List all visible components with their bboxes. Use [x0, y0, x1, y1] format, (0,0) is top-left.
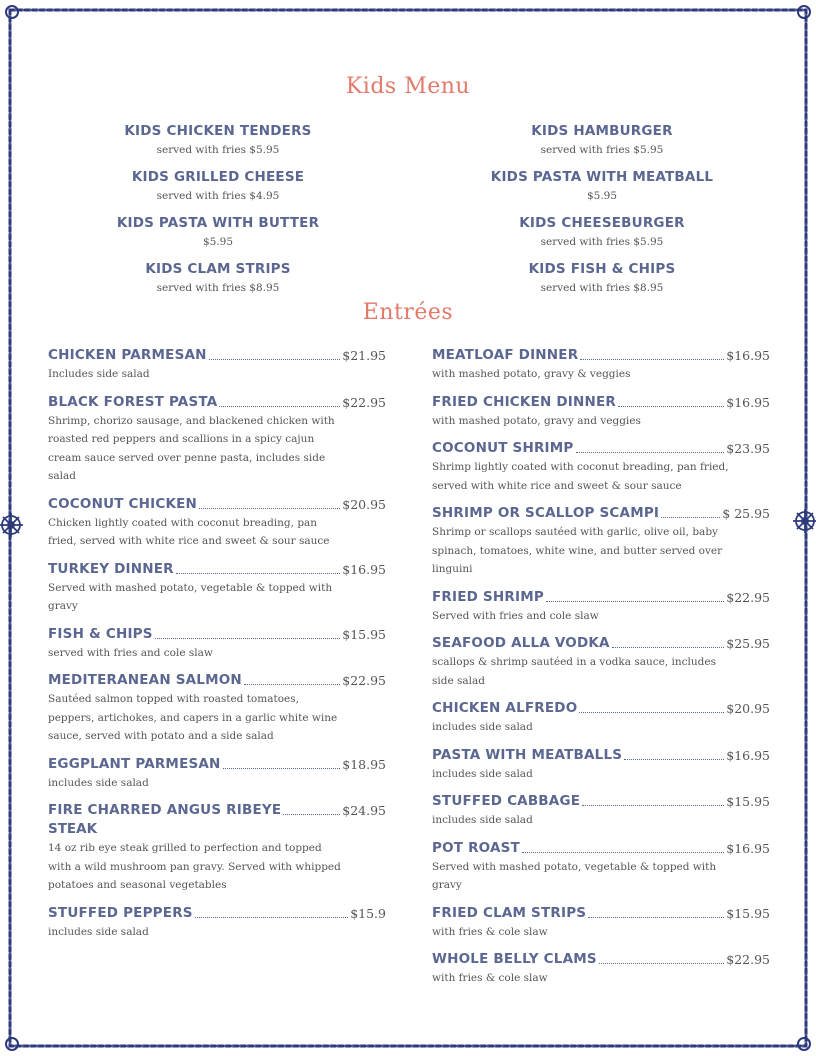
entree-description: Chicken lightly coated with coconut breading, pan fried, served with white rice and sweet & sour sauce — [48, 516, 330, 547]
entree-price: $16.95 — [726, 348, 770, 363]
dot-leader — [209, 359, 341, 360]
entree-heading — [432, 746, 770, 765]
entree-name: MEDITERANEAN SALMON — [48, 672, 242, 688]
entree-item — [48, 671, 386, 746]
kids-item-description: served with fries $5.95 — [540, 236, 664, 248]
dot-leader — [599, 963, 724, 964]
entree-name: FISH & CHIPS — [48, 625, 153, 642]
entree-price: $15.95 — [726, 794, 770, 809]
dot-leader — [199, 508, 340, 509]
kids-item-description: served with fries $4.95 — [156, 190, 280, 202]
entree-heading — [48, 393, 386, 412]
entree-name: POT ROAST — [432, 839, 520, 856]
kids-menu-left-column — [48, 121, 388, 305]
entree-heading — [432, 346, 770, 365]
entree-description: includes side salad — [432, 814, 533, 826]
kids-item-description: served with fries $5.95 — [156, 144, 280, 156]
kids-menu-item — [432, 213, 772, 259]
entree-item — [432, 504, 770, 579]
entree-name: COCONUT CHICKEN — [48, 495, 198, 512]
dot-leader — [223, 768, 341, 769]
entree-item — [432, 634, 770, 690]
entree-description: Includes side salad — [48, 368, 150, 380]
entree-price: $16.95 — [726, 840, 770, 856]
kids-item-name: KIDS HAMBURGER — [531, 123, 673, 139]
entree-price: $ 25.95 — [722, 506, 770, 521]
kids-menu-item — [48, 167, 388, 213]
dot-leader — [580, 359, 724, 360]
kids-menu-item — [48, 121, 388, 167]
entree-description: includes side salad — [432, 767, 533, 780]
entree-heading — [432, 699, 770, 718]
kids-item-description: served with fries $8.95 — [156, 282, 280, 294]
entree-description: Served with fries and cole slaw — [432, 609, 599, 622]
entree-price: $15.95 — [726, 905, 770, 921]
entree-price: $20.95 — [726, 701, 770, 716]
entree-item — [432, 950, 770, 988]
entree-description: scallops & shrimp sautéed in a vodka sauce, includes side salad — [432, 656, 716, 687]
entree-description: includes side salad — [432, 721, 533, 733]
entree-item — [48, 560, 386, 616]
entree-name: WHOLE BELLY CLAMS — [432, 951, 597, 967]
entree-heading — [432, 950, 770, 969]
dot-leader — [244, 684, 340, 685]
entree-item — [432, 839, 770, 895]
entree-description: served with fries and cole slaw — [48, 646, 213, 659]
entree-name: CHICKEN ALFREDO — [432, 700, 578, 716]
entree-description: with fries & cole slaw — [432, 972, 548, 984]
entrees-title: Entrées — [362, 300, 454, 325]
entree-price: $15.95 — [342, 626, 386, 642]
kids-item-name: KIDS CLAM STRIPS — [145, 261, 291, 277]
entree-heading — [432, 588, 770, 607]
entree-heading — [432, 904, 770, 923]
entree-name: STUFFED CABBAGE — [432, 793, 581, 809]
dot-leader — [176, 573, 340, 574]
entree-item — [48, 755, 386, 793]
entree-price: $16.95 — [726, 747, 770, 763]
dot-leader — [283, 814, 340, 815]
entree-price: $22.95 — [726, 952, 770, 967]
entree-price: $20.95 — [342, 496, 386, 512]
entree-name: FRIED CLAM STRIPS — [432, 904, 587, 921]
entree-heading — [432, 393, 770, 412]
entree-price: $22.95 — [342, 394, 386, 410]
entree-item — [48, 904, 386, 942]
entree-heading — [432, 839, 770, 858]
entree-price: $23.95 — [726, 441, 770, 456]
kids-item-name: KIDS GRILLED CHEESE — [131, 169, 305, 185]
dot-leader — [546, 601, 724, 602]
entree-heading — [48, 904, 386, 923]
entree-name: PASTA WITH MEATBALLS — [432, 746, 623, 763]
entree-name: SHRIMP OR SCALLOP SCAMPI — [432, 505, 660, 521]
entree-price: $25.95 — [726, 636, 770, 651]
entree-item — [432, 439, 770, 495]
kids-menu-item — [48, 259, 388, 305]
dot-leader — [618, 406, 724, 407]
entree-heading — [48, 560, 386, 579]
kids-menu-right-column — [432, 121, 772, 305]
dot-leader — [195, 917, 348, 918]
dot-leader — [612, 647, 725, 648]
entree-name: TURKEY DINNER — [48, 560, 174, 577]
entree-item — [48, 625, 386, 663]
entree-name: FRIED SHRIMP — [432, 588, 544, 605]
kids-item-name: KIDS CHEESEBURGER — [519, 215, 685, 231]
dot-leader — [582, 805, 724, 806]
entree-description: with mashed potato, gravy and veggies — [432, 414, 641, 427]
entree-item — [432, 346, 770, 384]
entree-description: includes side salad — [48, 776, 149, 789]
kids-menu-item — [432, 167, 772, 213]
entree-item — [48, 495, 386, 551]
entree-heading — [432, 504, 770, 523]
entree-item — [432, 588, 770, 626]
kids-item-description: $5.95 — [202, 236, 234, 248]
dot-leader — [661, 517, 720, 518]
entree-description: Served with mashed potato, vegetable & topped with gravy — [432, 860, 717, 891]
entree-price: $24.95 — [342, 803, 386, 818]
dot-leader — [579, 712, 724, 713]
kids-item-name: KIDS PASTA WITH MEATBALL — [490, 169, 714, 185]
entree-heading — [48, 801, 386, 820]
entree-heading — [48, 671, 386, 690]
dot-leader — [219, 406, 340, 407]
entree-name: FRIED CHICKEN DINNER — [432, 393, 617, 410]
dot-leader — [522, 852, 724, 853]
entree-price: $22.95 — [342, 673, 386, 688]
kids-menu-item — [432, 259, 772, 305]
kids-item-description: $5.95 — [586, 190, 618, 202]
kids-item-description: served with fries $5.95 — [540, 144, 664, 156]
entree-name: MEATLOAF DINNER — [432, 347, 579, 363]
entree-heading — [48, 625, 386, 644]
entree-name: STUFFED PEPPERS — [48, 904, 193, 921]
entree-price: $18.95 — [342, 756, 386, 772]
entree-item — [48, 393, 386, 486]
kids-menu-title: Kids Menu — [345, 74, 471, 99]
entree-heading — [432, 634, 770, 653]
entree-heading — [48, 755, 386, 774]
entree-name: COCONUT SHRIMP — [432, 440, 574, 456]
entree-heading — [48, 495, 386, 514]
entree-price: $21.95 — [342, 348, 386, 363]
entree-item — [432, 393, 770, 431]
entrees-right-column — [432, 346, 770, 997]
entree-description: Sautéed salmon topped with roasted tomatoes, peppers, artichokes, and capers in a garlic white wine sauce, served with potato and a side salad — [48, 693, 338, 742]
dot-leader — [624, 759, 724, 760]
entree-name: FIRE CHARRED ANGUS RIBEYE — [48, 802, 282, 818]
entree-name-continued: STEAK — [48, 821, 98, 837]
entree-item — [432, 699, 770, 737]
entree-description: Shrimp, chorizo sausage, and blackened chicken with roasted red peppers and scallions in a spicy cajun cream sauce served over penne pasta, includes side salad — [48, 414, 335, 482]
entree-price: $22.95 — [726, 589, 770, 605]
kids-item-name: KIDS CHICKEN TENDERS — [124, 123, 312, 139]
dot-leader — [576, 452, 725, 453]
entree-price: $16.95 — [342, 561, 386, 577]
entree-description: 14 oz rib eye steak grilled to perfection and topped with a wild mushroom pan gravy. Served with whipped potatoes and seasonal vegetables — [48, 842, 341, 891]
entree-item — [48, 801, 386, 895]
entrees-left-column — [48, 346, 386, 950]
kids-item-description: served with fries $8.95 — [540, 282, 664, 294]
entree-description: Shrimp lightly coated with coconut breading, pan fried, served with white rice and sweet & sour sauce — [432, 461, 729, 492]
entree-description: includes side salad — [48, 925, 149, 938]
kids-menu-item — [48, 213, 388, 259]
entree-item — [48, 346, 386, 384]
entree-name: BLACK FOREST PASTA — [48, 393, 218, 410]
dot-leader — [155, 638, 341, 639]
entree-item — [432, 904, 770, 942]
kids-item-name: KIDS FISH & CHIPS — [528, 261, 676, 277]
entree-name: EGGPLANT PARMESAN — [48, 755, 221, 772]
dot-leader — [588, 917, 724, 918]
entree-description: with fries & cole slaw — [432, 925, 548, 938]
entree-name: CHICKEN PARMESAN — [48, 347, 207, 363]
kids-item-name: KIDS PASTA WITH BUTTER — [116, 215, 320, 231]
entree-heading — [432, 439, 770, 458]
entree-description: Shrimp or scallops sautéed with garlic, olive oil, baby spinach, tomatoes, white wine, and butter served over linguini — [432, 526, 723, 575]
entree-description: with mashed potato, gravy & veggies — [432, 368, 631, 380]
entree-price: $15.9 — [350, 905, 386, 921]
entree-item — [432, 792, 770, 830]
entree-price: $16.95 — [726, 394, 770, 410]
entree-item — [432, 746, 770, 784]
entree-heading — [432, 792, 770, 811]
entree-description: Served with mashed potato, vegetable & topped with gravy — [48, 581, 333, 612]
kids-menu-item — [432, 121, 772, 167]
entree-heading — [48, 346, 386, 365]
entree-name: SEAFOOD ALLA VODKA — [432, 635, 610, 651]
